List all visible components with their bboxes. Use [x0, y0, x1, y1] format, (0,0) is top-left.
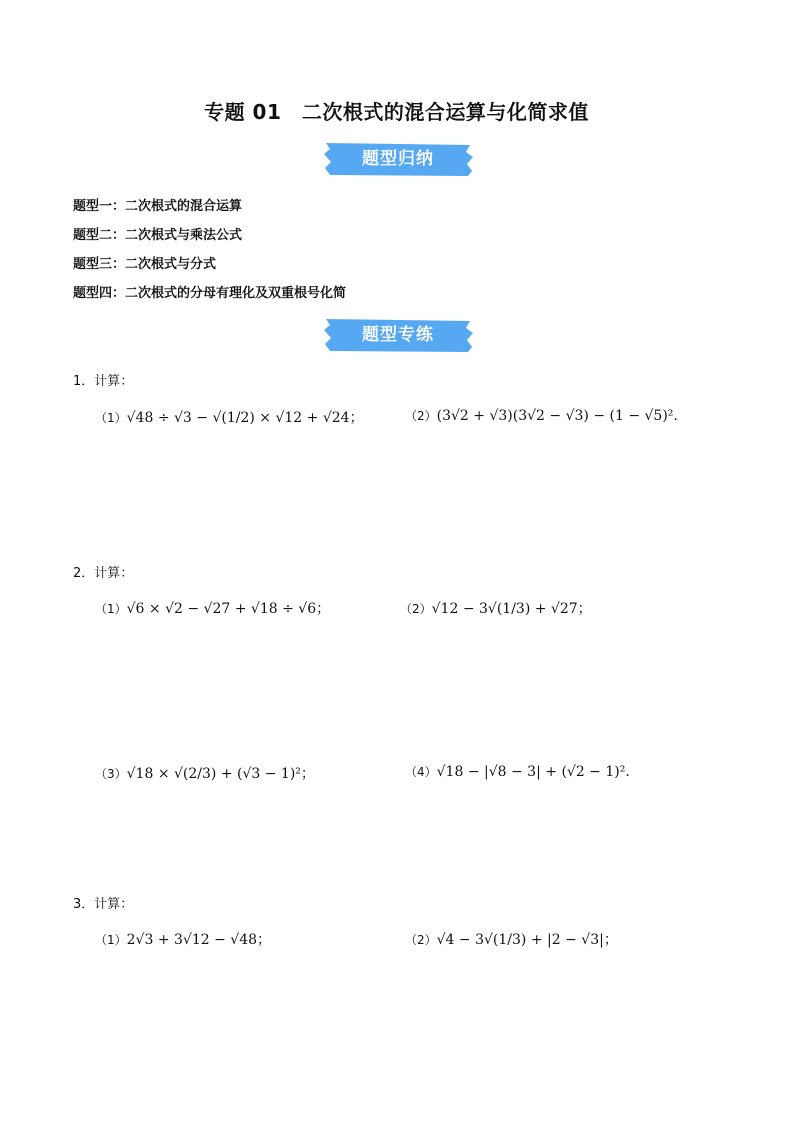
category-1: 题型一：二次根式的混合运算	[73, 199, 243, 214]
category-4: 题型四：二次根式的分母有理化及双重根号化简	[73, 286, 347, 301]
question-3-head: 3．计算：	[73, 897, 134, 912]
question-2-item-4	[405, 763, 630, 780]
banner-title: 题型专练	[362, 325, 434, 345]
question-3-item-1	[95, 929, 271, 949]
item-label: （1）	[95, 602, 127, 616]
section-banner-practice	[322, 316, 474, 354]
category-2: 题型二：二次根式与乘法公式	[73, 228, 243, 243]
page-title: 专题 01 二次根式的混合运算与化简求值	[204, 100, 589, 124]
math-expression: √12 − 3√(1/3) + √27；	[431, 601, 592, 617]
question-2-item-2	[400, 598, 592, 618]
question-2-item-3	[95, 763, 315, 783]
item-label: （3）	[95, 767, 127, 781]
item-label: （2）	[405, 409, 437, 423]
question-2-head: 2．计算：	[73, 566, 134, 581]
banner-title: 题型归纳	[362, 149, 434, 169]
math-expression: √48 ÷ √3 − √(1/2) × √12 + √24；	[126, 410, 364, 426]
math-expression: √6 × √2 − √27 + √18 ÷ √6；	[126, 601, 331, 617]
math-expression: √18 − |√8 − 3| + (√2 − 1)².	[436, 764, 630, 780]
section-banner-summary	[322, 140, 474, 178]
question-1-item-1	[95, 407, 364, 427]
item-label: （1）	[95, 933, 127, 947]
question-2-item-1	[95, 598, 330, 618]
math-expression: 2√3 + 3√12 − √48；	[126, 932, 272, 948]
math-expression: √4 − 3√(1/3) + |2 − √3|；	[436, 932, 618, 948]
question-1-head: 1．计算：	[73, 374, 134, 389]
item-label: （1）	[95, 411, 127, 425]
item-label: （2）	[400, 602, 432, 616]
category-3: 题型三：二次根式与分式	[73, 257, 217, 272]
math-expression: √18 × √(2/3) + (√3 − 1)²；	[126, 766, 315, 782]
item-label: （2）	[405, 933, 437, 947]
math-expression: (3√2 + √3)(3√2 − √3) − (1 − √5)².	[436, 408, 678, 424]
question-1-item-2	[405, 407, 678, 424]
question-3-item-2	[405, 929, 618, 949]
item-label: （4）	[405, 765, 437, 779]
